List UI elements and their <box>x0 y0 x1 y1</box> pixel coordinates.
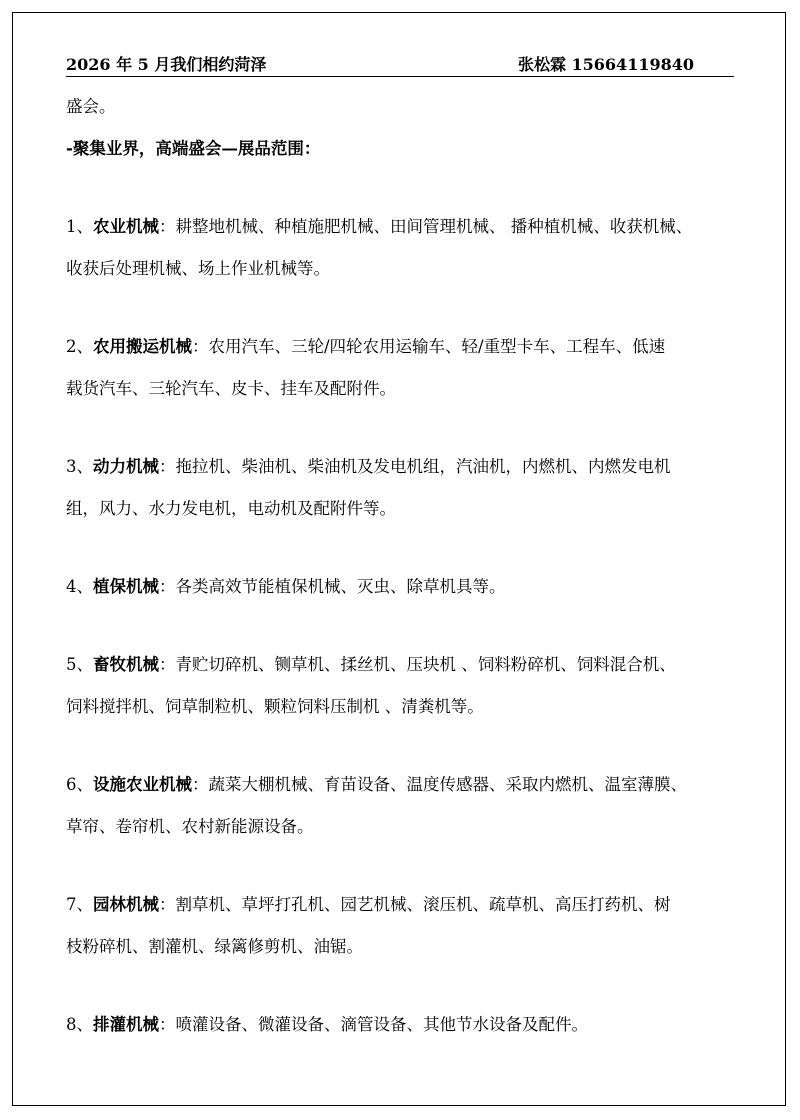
intro-text: 盛会。 <box>66 97 116 116</box>
item-separator: ： <box>159 1015 176 1034</box>
item-number: 6、 <box>66 775 93 794</box>
page-header <box>66 50 734 77</box>
list-item <box>66 1004 742 1046</box>
section-heading: -聚集业界，高端盛会—展品范围： <box>66 139 321 158</box>
item-text-cont: 枝粉碎机、割灌机、绿篱修剪机、油锯。 <box>66 937 363 956</box>
item-number: 3、 <box>66 457 93 476</box>
list-item <box>66 764 742 848</box>
item-text: 喷灌设备、微灌设备、滴管设备、其他节水设备及配件。 <box>175 1015 588 1034</box>
item-separator: ： <box>159 217 176 236</box>
item-category: 农业机械 <box>93 217 159 236</box>
item-text-cont: 载货汽车、三轮汽车、皮卡、挂车及配附件。 <box>66 379 396 398</box>
list-item <box>66 326 742 410</box>
item-text: 耕整地机械、种植施肥机械、田间管理机械、 播种植机械、收获机械、 <box>175 217 693 236</box>
item-separator: ： <box>159 457 176 476</box>
item-text: 各类高效节能植保机械、灭虫、除草机具等。 <box>175 577 506 596</box>
item-number: 4、 <box>66 577 93 596</box>
item-separator: ： <box>159 655 176 674</box>
item-separator: ： <box>159 895 176 914</box>
item-number: 5、 <box>66 655 93 674</box>
item-category: 农用搬运机械 <box>93 337 192 356</box>
item-text-cont: 组，风力、水力发电机，电动机及配附件等。 <box>66 499 396 518</box>
item-category: 设施农业机械 <box>93 775 192 794</box>
item-text-cont: 收获后处理机械、场上作业机械等。 <box>66 259 330 278</box>
item-separator: ： <box>192 775 209 794</box>
item-category: 植保机械 <box>93 577 159 596</box>
list-item <box>66 206 742 290</box>
item-text: 农用汽车、三轮/四轮农用运输车、轻/重型卡车、工程车、低速 <box>208 337 666 356</box>
header-contact: 张松霖 15664119840 <box>517 55 694 74</box>
item-separator: ： <box>159 577 176 596</box>
item-number: 8、 <box>66 1015 93 1034</box>
item-text-cont: 草帘、卷帘机、农村新能源设备。 <box>66 817 314 836</box>
list-item <box>66 644 742 728</box>
item-text: 拖拉机、柴油机、柴油机及发电机组，汽油机，内燃机、内燃发电机 <box>175 457 671 476</box>
list-item <box>66 884 742 968</box>
item-number: 7、 <box>66 895 93 914</box>
item-category: 排灌机械 <box>93 1015 159 1034</box>
item-category: 动力机械 <box>93 457 159 476</box>
item-category: 园林机械 <box>93 895 159 914</box>
list-item <box>66 566 742 608</box>
document-body <box>66 86 742 1046</box>
item-text-cont: 饲料搅拌机、饲草制粒机、颗粒饲料压制机 、清粪机等。 <box>66 697 484 716</box>
item-category: 畜牧机械 <box>93 655 159 674</box>
item-separator: ： <box>192 337 209 356</box>
list-item <box>66 446 742 530</box>
header-title: 2026 年 5 月我们相约菏泽 <box>66 55 267 74</box>
item-text: 蔬菜大棚机械、育苗设备、温度传感器、采取内燃机、温室薄膜、 <box>208 775 687 794</box>
item-number: 2、 <box>66 337 93 356</box>
item-number: 1、 <box>66 217 93 236</box>
item-text: 割草机、草坪打孔机、园艺机械、滚压机、疏草机、高压打药机、树 <box>175 895 671 914</box>
item-text: 青贮切碎机、铡草机、揉丝机、压块机 、饲料粉碎机、饲料混合机、 <box>175 655 676 674</box>
